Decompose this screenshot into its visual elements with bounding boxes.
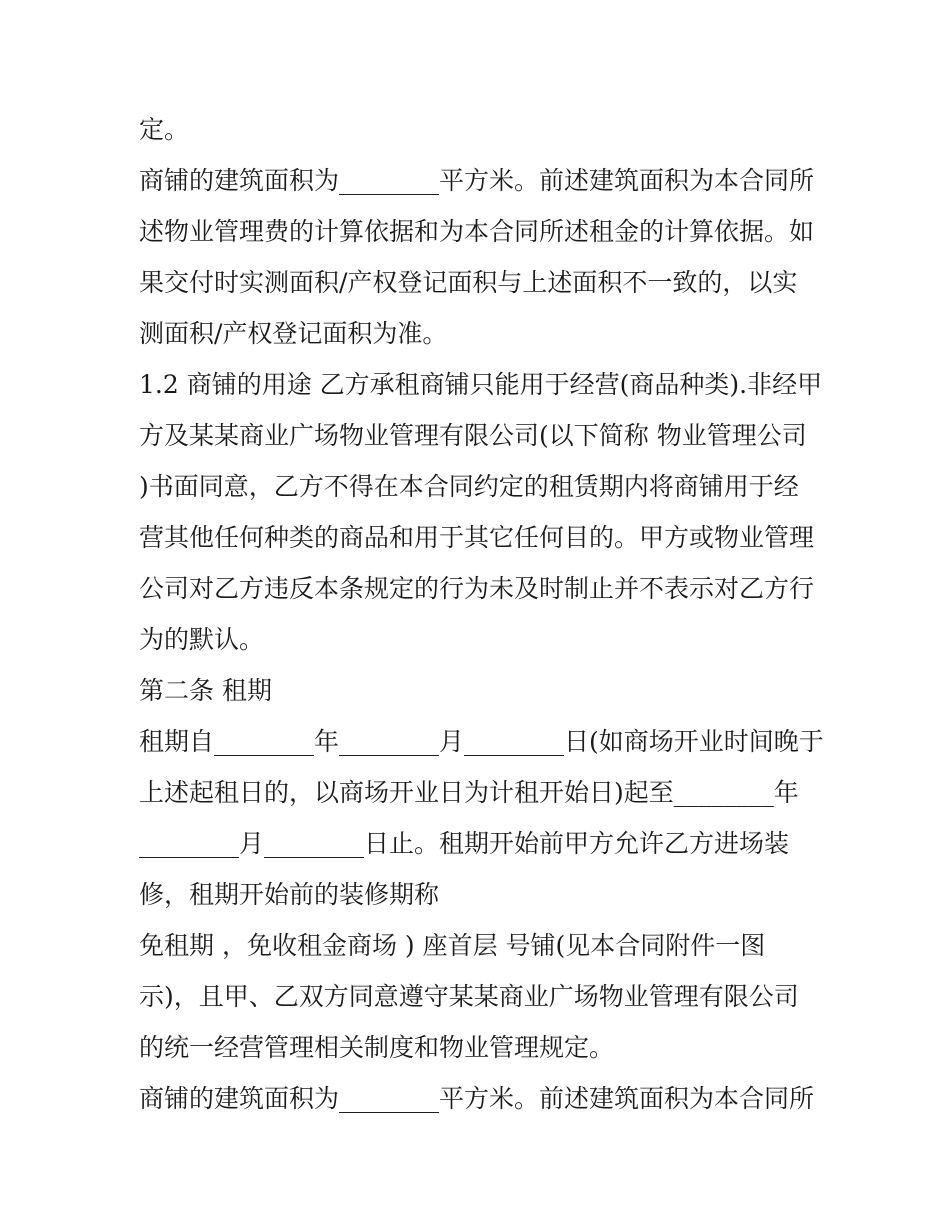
text-line: 定。: [139, 115, 190, 144]
text-line: 商铺的建筑面积为________平方米。前述建筑面积为本合同所: [139, 166, 815, 195]
text-line: 1.2 商铺的用途 乙方承租商铺只能用于经营(商品种类).非经甲: [139, 370, 823, 399]
text-line: 测面积/产权登记面积为准。: [139, 319, 448, 348]
text-line: 租期自________年________月________日(如商场开业时间晚于: [139, 727, 824, 756]
text-line: 上述起租日的，以商场开业日为计租开始日)起至________年: [139, 778, 799, 807]
text-line: 为的默认。: [139, 625, 265, 654]
text-line: 述物业管理费的计算依据和为本合同所述租金的计算依据。如: [139, 217, 815, 246]
text-line: 修，租期开始前的装修期称: [139, 880, 440, 909]
text-line: 方及某某商业广场物业管理有限公司(以下简称 物业管理公司: [139, 421, 807, 450]
text-line: 公司对乙方违反本条规定的行为未及时制止并不表示对乙方行: [139, 574, 815, 603]
text-line: )书面同意，乙方不得在本合同约定的租赁期内将商铺用于经: [139, 472, 799, 501]
text-line: 免租期 ，免收租金商场 ) 座首层 号铺(见本合同附件一图: [139, 931, 766, 960]
text-line: ________月________日止。租期开始前甲方允许乙方进场装: [139, 829, 790, 858]
text-line: 果交付时实测面积/产权登记面积与上述面积不一致的，以实: [139, 268, 798, 297]
text-line: 的统一经营管理相关制度和物业管理规定。: [139, 1033, 615, 1062]
text-line: 示)，且甲、乙双方同意遵守某某商业广场物业管理有限公司: [139, 982, 799, 1011]
text-line: 营其他任何种类的商品和用于其它任何目的。甲方或物业管理: [139, 523, 815, 552]
section-heading: 第二条 租期: [139, 676, 272, 705]
text-line: 商铺的建筑面积为________平方米。前述建筑面积为本合同所: [139, 1084, 815, 1113]
document-body: [139, 104, 824, 1124]
